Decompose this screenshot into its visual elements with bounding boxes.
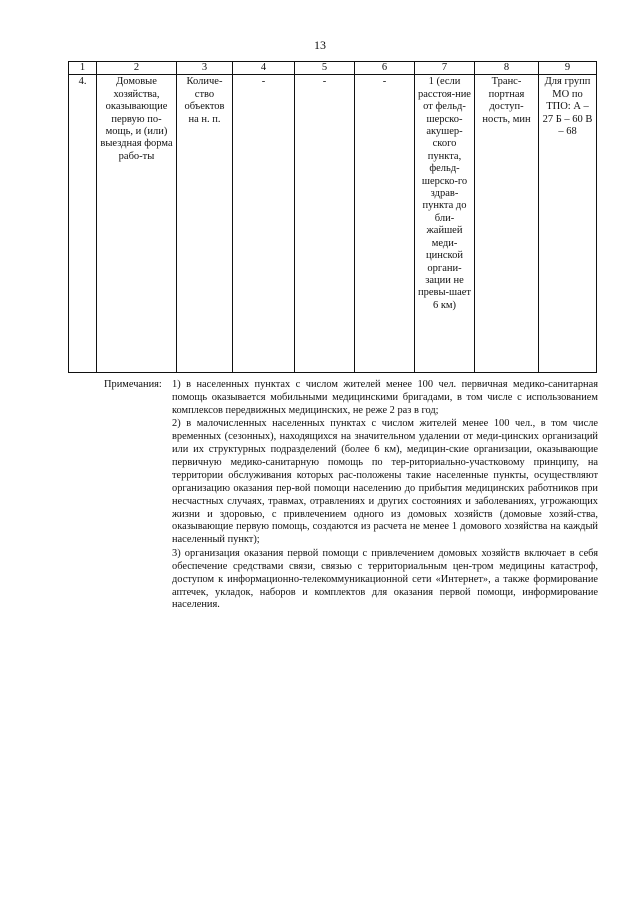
table-row xyxy=(69,75,597,373)
cell-indicator: Количе-ство объектов на н. п. xyxy=(177,75,233,373)
header-col-5: 5 xyxy=(295,62,355,75)
page-number: 13 xyxy=(314,38,326,52)
header-col-6: 6 xyxy=(355,62,415,75)
note-item-1: 1) в населенных пунктах с числом жителей менее 100 чел. первичная медико-санитарная помощь оказывается мобильными медицинскими бригадами, в том числе с использованием комплексов передвижных медицинских, не реже 2 раз в год; xyxy=(172,379,598,416)
notes-list xyxy=(172,379,598,613)
notes-label: Примечания: xyxy=(104,379,162,390)
cell-col-5: - xyxy=(295,75,355,373)
cell-col-9: Для групп МО по ТПО: А – 27 Б – 60 В – 68 xyxy=(539,75,597,373)
cell-col-4: - xyxy=(233,75,295,373)
cell-col-8: Транс-портная доступ-ность, мин xyxy=(475,75,539,373)
cell-col-6: - xyxy=(355,75,415,373)
cell-col-7: 1 (если расстоя-ние от фельд-шерско-акушер-ского пункта, фельд-шерско-го здрав-пункта до бли-жайшей меди-цинской органи-зации не превы-шает 6 км) xyxy=(415,75,475,373)
header-col-2: 2 xyxy=(97,62,177,75)
header-col-7: 7 xyxy=(415,62,475,75)
header-col-8: 8 xyxy=(475,62,539,75)
header-col-3: 3 xyxy=(177,62,233,75)
cell-name: Домовые хозяйства, оказывающие первую по-мощь, и (или) выездная форма рабо-ты xyxy=(97,75,177,373)
cell-row-number: 4. xyxy=(69,75,97,373)
header-col-4: 4 xyxy=(233,62,295,75)
note-item-2: 2) в малочисленных населенных пунктах с числом жителей менее 100 чел., в том числе временных (сезонных), находящихся на значительном удалении от меди-цинских организаций или их структурных подразделений (более 6 км), медицин-ские организации, оказывающие первичную медико-санитарную помощь по тер-риториально-участковому принципу, на территории обслуживания которых рас-положены такие населенные пункты, осуществляют организацию оказания пер-вой помощи населению до прибытия медицинских работников при несчастных случаях, травмах, отравлениях и других состояниях и заболеваниях, угрожающих жизни и здоровью, с привлечением одного из домовых хозяйств (домовые хозяй-ства, оказывающие первую помощь, создаются из расчета не менее 1 домового хозяйства на каждый населенный пункт); xyxy=(172,418,598,546)
data-table xyxy=(68,61,597,373)
header-row xyxy=(69,62,597,75)
note-item-3: 3) организация оказания первой помощи с привлечением домовых хозяйств включает в себя обеспечение средствами связи, связью с территориальным цен-тром медицины катастроф, доступом к информационно-телекоммуникационной сети «Интернет», а также формирование аптечек, укладок, наборов и комплектов для оказания первой помощи, информирование населения. xyxy=(172,547,598,611)
header-col-1: 1 xyxy=(69,62,97,75)
header-col-9: 9 xyxy=(539,62,597,75)
